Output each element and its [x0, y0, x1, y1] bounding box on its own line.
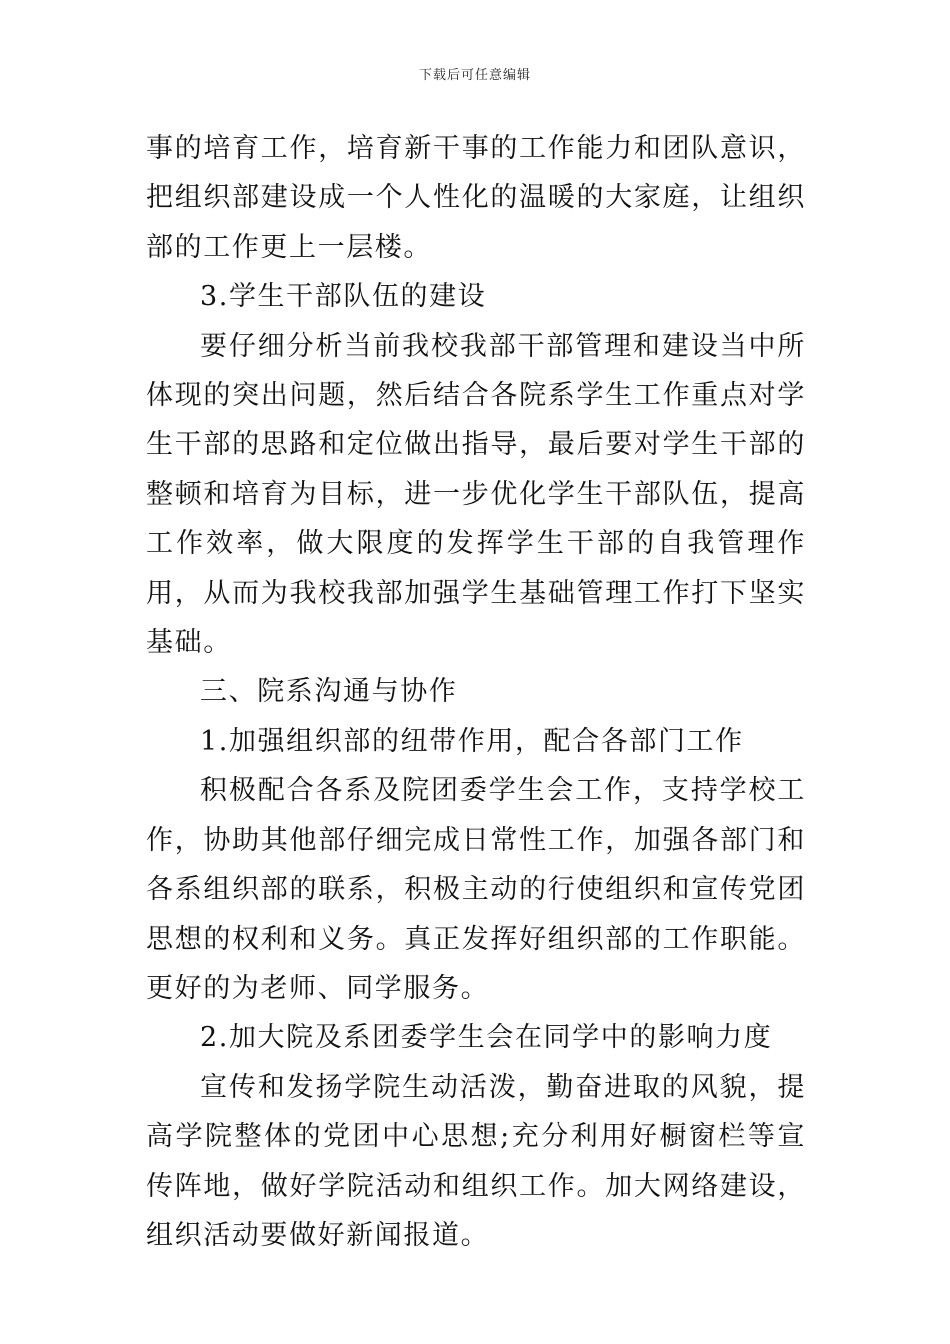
- document-body: [146, 124, 806, 1260]
- section-heading: 三、院系沟通与协作: [200, 676, 458, 708]
- paragraph: 积极配合各系及院团委学生会工作，支持学校工作，协助其他部仔细完成日常性工作，加强各部门和各系组织部的联系，积极主动的行使组织和宣传党团思想的权利和义务。真正发挥好组织部的工作职能。更好的为老师、同学服务。: [146, 775, 806, 1004]
- paragraph: 要仔细分析当前我校我部干部管理和建设当中所体现的突出问题，然后结合各院系学生工作重点对学生干部的思路和定位做出指导，最后要对学生干部的整顿和培育为目标，进一步优化学生干部队伍，提高工作效率，做大限度的发挥学生干部的自我管理作用，从而为我校我部加强学生基础管理工作打下坚实基础。: [146, 330, 806, 659]
- paragraph: 事的培育工作，培育新干事的工作能力和团队意识，把组织部建设成一个人性化的温暖的大家庭，让组织部的工作更上一层楼。: [146, 133, 806, 263]
- section-heading: 1.加强组织部的纽带作用，配合各部门工作: [200, 725, 744, 757]
- section-heading: 3.学生干部队伍的建设: [200, 281, 487, 313]
- page-header: 下载后可任意编辑: [418, 68, 531, 83]
- paragraph: 宣传和发扬学院生动活泼，勤奋进取的风貌，提高学院整体的党团中心思想;充分利用好橱窗栏等宣传阵地，做好学院活动和组织工作。加大网络建设，组织活动要做好新闻报道。: [146, 1071, 806, 1251]
- section-heading: 2.加大院及系团委学生会在同学中的影响力度: [200, 1022, 773, 1054]
